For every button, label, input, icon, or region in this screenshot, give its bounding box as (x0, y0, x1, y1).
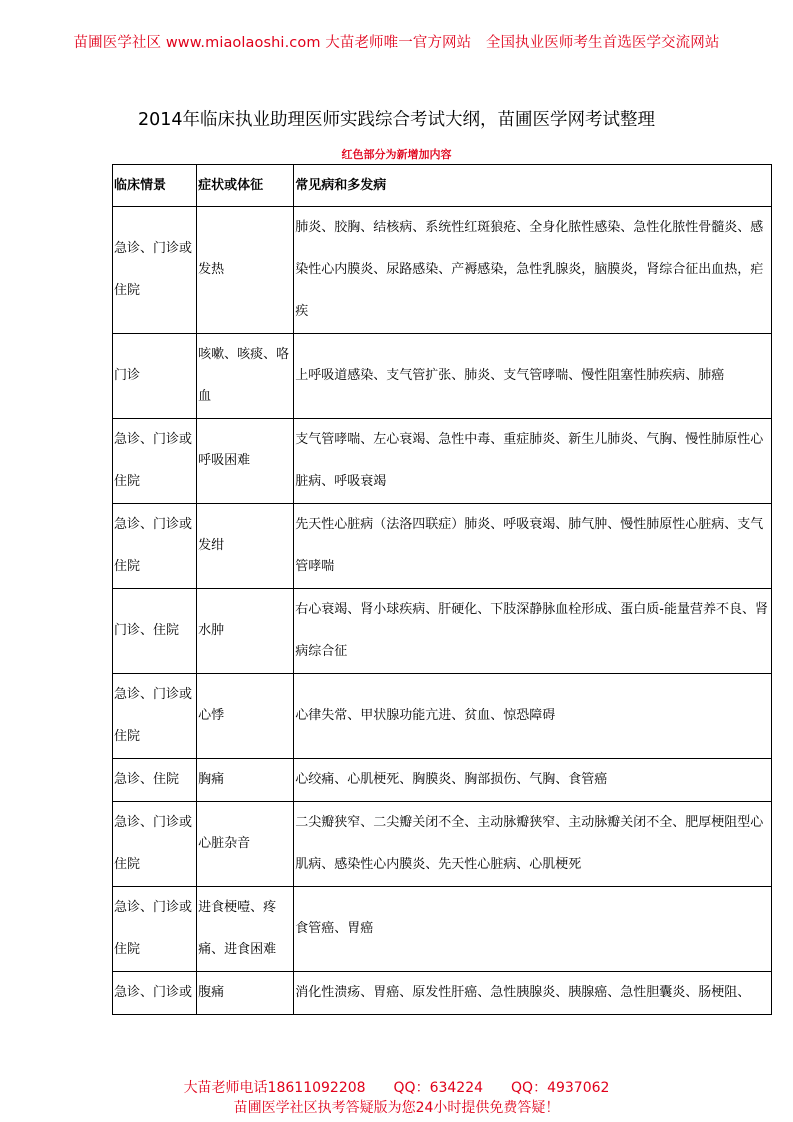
cell-symptom: 咳嗽、咳痰、咯血 (197, 334, 294, 419)
table-row (113, 887, 772, 972)
cell-scenario: 急诊、门诊或住院 (113, 802, 197, 887)
cell-symptom: 胸痛 (197, 759, 294, 802)
header-symptom: 症状或体征 (197, 165, 294, 207)
cell-scenario: 急诊、门诊或住院 (113, 504, 197, 589)
cell-diseases: 心律失常、甲状腺功能亢进、贫血、惊恐障碍 (294, 674, 772, 759)
table-row (113, 972, 772, 1015)
table-row (113, 759, 772, 802)
cell-scenario: 急诊、门诊或住院 (113, 674, 197, 759)
table-row (113, 419, 772, 504)
page-title: 2014年临床执业助理医师实践综合考试大纲，苗圃医学网考试整理 (137, 110, 656, 130)
cell-symptom: 腹痛 (197, 972, 294, 1015)
cell-scenario: 急诊、住院 (113, 759, 197, 802)
cell-diseases: 肺炎、胶胸、结核病、系统性红斑狼疮、全身化脓性感染、急性化脓性骨髓炎、感染性心内膜炎、尿路感染、产褥感染，急性乳腺炎，脑膜炎，肾综合征出血热，疟疾 (294, 207, 772, 334)
table-header-row (113, 165, 772, 207)
cell-symptom: 呼吸困难 (197, 419, 294, 504)
new-content-note: 红色部分为新增加内容 (341, 148, 452, 161)
cell-symptom: 发热 (197, 207, 294, 334)
cell-scenario: 门诊、住院 (113, 589, 197, 674)
table-row (113, 334, 772, 419)
table-row (113, 207, 772, 334)
cell-diseases: 食管癌、胃癌 (294, 887, 772, 972)
cell-symptom: 发绀 (197, 504, 294, 589)
site-banner: 苗圃医学社区 www.miaolaoshi.com 大苗老师唯一官方网站 全国执业医师考生首选医学交流网站 (73, 35, 720, 51)
cell-diseases: 右心衰竭、肾小球疾病、肝硬化、下肢深静脉血栓形成、蛋白质-能量营养不良、肾病综合征 (294, 589, 772, 674)
cell-symptom: 心脏杂音 (197, 802, 294, 887)
cell-scenario: 急诊、门诊或 (113, 972, 197, 1015)
header-diseases: 常见病和多发病 (294, 165, 772, 207)
cell-scenario: 急诊、门诊或住院 (113, 207, 197, 334)
table-row (113, 802, 772, 887)
cell-scenario: 急诊、门诊或住院 (113, 887, 197, 972)
cell-scenario: 急诊、门诊或住院 (113, 419, 197, 504)
cell-symptom: 心悸 (197, 674, 294, 759)
cell-diseases: 先天性心脏病（法洛四联症）肺炎、呼吸衰竭、肺气肿、慢性肺原性心脏病、支气管哮喘 (294, 504, 772, 589)
table-row (113, 589, 772, 674)
cell-diseases: 支气管哮喘、左心衰竭、急性中毒、重症肺炎、新生儿肺炎、气胸、慢性肺原性心脏病、呼吸衰竭 (294, 419, 772, 504)
cell-diseases: 心绞痛、心肌梗死、胸膜炎、胸部损伤、气胸、食管癌 (294, 759, 772, 802)
cell-diseases: 二尖瓣狭窄、二尖瓣关闭不全、主动脉瓣狭窄、主动脉瓣关闭不全、肥厚梗阻型心肌病、感染性心内膜炎、先天性心脏病、心肌梗死 (294, 802, 772, 887)
cell-scenario: 门诊 (113, 334, 197, 419)
cell-symptom: 水肿 (197, 589, 294, 674)
table-row (113, 504, 772, 589)
contact-info: 大苗老师电话18611092208 QQ：634224 QQ：4937062 (183, 1080, 610, 1096)
cell-diseases: 消化性溃疡、胃癌、原发性肝癌、急性胰腺炎、胰腺癌、急性胆囊炎、肠梗阻、 (294, 972, 772, 1015)
cell-symptom: 进食梗噎、疼痛、进食困难 (197, 887, 294, 972)
service-note: 苗圃医学社区执考答疑版为您24小时提供免费答疑！ (233, 1100, 560, 1116)
table-row (113, 674, 772, 759)
syllabus-table (112, 164, 772, 1015)
cell-diseases: 上呼吸道感染、支气管扩张、肺炎、支气管哮喘、慢性阻塞性肺疾病、肺癌 (294, 334, 772, 419)
header-scenario: 临床情景 (113, 165, 197, 207)
